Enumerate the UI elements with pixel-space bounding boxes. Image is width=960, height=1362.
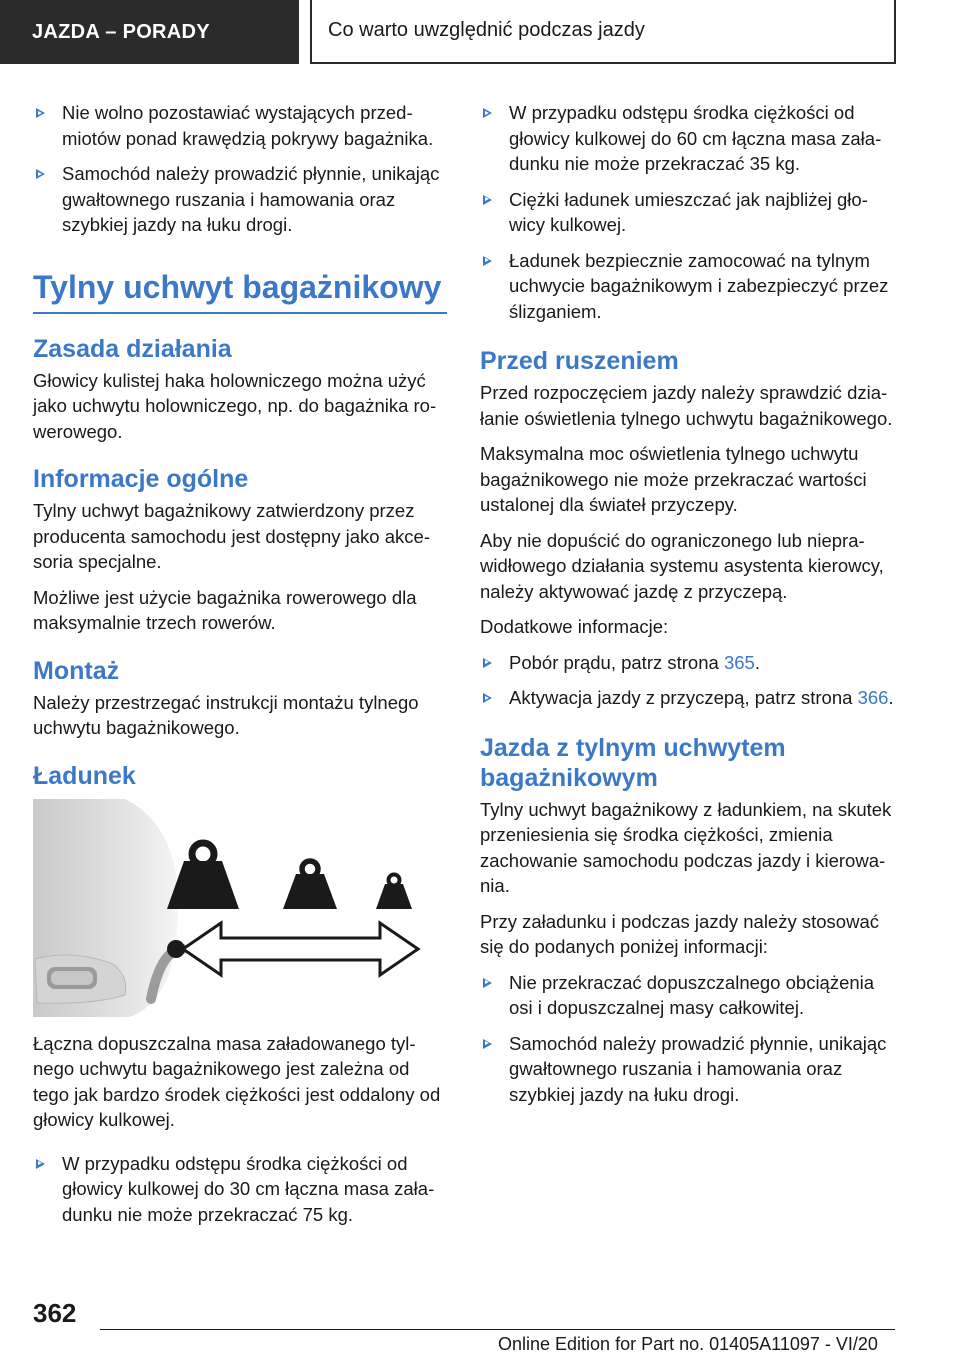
header-section-label: JAZDA – PORADY [0, 0, 299, 64]
paragraph: Przy załadunku i podczas jazdy należy stosować się do podanych poniżej informacji: [480, 910, 879, 957]
weight-large-icon [167, 843, 239, 909]
bullet-triangle-icon [36, 1159, 45, 1169]
page-link-365[interactable]: 365 [723, 651, 755, 673]
paragraph: Tylny uchwyt bagażnikowy zatwierdzony przez producenta samochodu jest dostępny jako akcesoria specjalne. [33, 500, 430, 572]
paragraph: Dodatkowe informacje: [480, 616, 669, 637]
bullet-triangle-icon [483, 1039, 492, 1049]
ladunek-bullet-list [33, 1151, 447, 1228]
list-item: Nie przekraczać dopuszczalnego obciążenia osi i dopuszczalnej masy całkowitej. [480, 970, 895, 1021]
footer-divider [100, 1329, 895, 1330]
footer-edition-text: Online Edition for Part no. 01405A11097 - VI/20 [498, 1334, 878, 1354]
load-rules-bullet-list [480, 100, 895, 324]
page-number: 362 [33, 1298, 77, 1328]
heading-montaz: Montaż [33, 656, 120, 685]
list-item: Ładunek bezpiecznie zamocować na tylnym uchwycie bagażnikowym i zabezpieczyć przez ślizganiem. [480, 248, 895, 325]
left-column [33, 100, 447, 1237]
list-item: Samochód należy prowadzić płynnie, unikając gwałtownego ruszania i hamowania oraz szybkiej jazdy na łuku drogi. [33, 161, 447, 238]
bullet-triangle-icon [483, 693, 492, 703]
bullet-triangle-icon [483, 978, 492, 988]
intro-bullet-list [33, 100, 447, 238]
paragraph: Maksymalna moc oświetlenia tylnego uchwytu bagażnikowego nie może przekraczać wartości ustalonej dla świateł przyczepy. [480, 443, 867, 515]
paragraph: Tylny uchwyt bagażnikowy z ładunkiem, na skutek przeniesienia się środka ciężkości, zmienia zachowanie samochodu podczas jazdy i kierowania. [480, 798, 892, 896]
heading-przed-ruszeniem: Przed ruszeniem [480, 347, 679, 375]
list-item: Ciężki ładunek umieszczać jak najbliżej głowicy kulkowej. [480, 187, 895, 238]
bullet-triangle-icon [36, 169, 45, 179]
paragraph: Głowicy kulistej haka holowniczego można użyć jako uchwytu holowniczego, np. do bagażnika rowerowego. [33, 369, 437, 442]
heading-jazda-z-uchwytem: Jazda z tylnym uchwytem bagażnikowym [480, 733, 786, 792]
heading-zasada: Zasada działania [33, 334, 232, 363]
paragraph: Łączna dopuszczalna masa załadowanego tylnego uchwytu bagażnikowego jest zależna od tego jak bardzo środek ciężkości jest oddalony od głowicy kulkowej. [33, 1032, 441, 1130]
header-chapter-title: Co warto uwzględnić podczas jazdy [310, 0, 896, 64]
distance-arrow-icon [183, 923, 418, 975]
paragraph: Należy przestrzegać instrukcji montażu tylnego uchwytu bagażnikowego. [33, 691, 419, 738]
bullet-triangle-icon [483, 108, 492, 118]
load-distance-illustration [33, 799, 447, 1017]
right-column [480, 100, 895, 1117]
list-item: W przypadku odstępu środka ciężkości od głowicy kulkowej do 30 cm łączna masa załadunku nie może przekraczać 75 kg. [33, 1151, 447, 1228]
list-item: Pobór prądu, patrz strona 365. [480, 650, 895, 676]
weight-medium-icon [283, 861, 337, 909]
list-item: Samochód należy prowadzić płynnie, unikając gwałtownego ruszania i hamowania oraz szybkiej jazdy na łuku drogi. [480, 1031, 895, 1108]
paragraph: Możliwe jest użycie bagażnika rowerowego dla maksymalnie trzech rowerów. [33, 586, 417, 633]
paragraph: Przed rozpoczęciem jazdy należy sprawdzić działanie oświetlenia tylnego uchwytu bagażnikowego. [480, 382, 893, 429]
bullet-triangle-icon [36, 108, 45, 118]
bullet-triangle-icon [483, 256, 492, 266]
page-link-366[interactable]: 366 [857, 687, 889, 708]
paragraph: Aby nie dopuścić do ograniczonego lub nieprawidłowego działania systemu asystenta kierowcy, należy aktywować jazdę z przyczepą. [480, 529, 884, 602]
list-item: Nie wolno pozostawiać wystających przedmiotów ponad krawędzią pokrywy bagażnika. [33, 100, 447, 151]
list-item: W przypadku odstępu środka ciężkości od głowicy kulkowej do 60 cm łączna masa załadunku nie może przekraczać 35 kg. [480, 100, 895, 177]
driving-bullet-list [480, 970, 895, 1108]
heading-ladunek: Ładunek [33, 761, 136, 790]
bullet-triangle-icon [483, 195, 492, 205]
references-bullet-list [480, 650, 895, 711]
weight-small-icon [376, 874, 412, 909]
bullet-triangle-icon [483, 658, 492, 668]
heading-informacje: Informacje ogólne [33, 465, 249, 493]
list-item: Aktywacja jazdy z przyczepą, patrz strona 366. [480, 685, 895, 711]
section-title: Tylny uchwyt bagażnikowy [33, 268, 447, 314]
page-header [0, 0, 960, 66]
